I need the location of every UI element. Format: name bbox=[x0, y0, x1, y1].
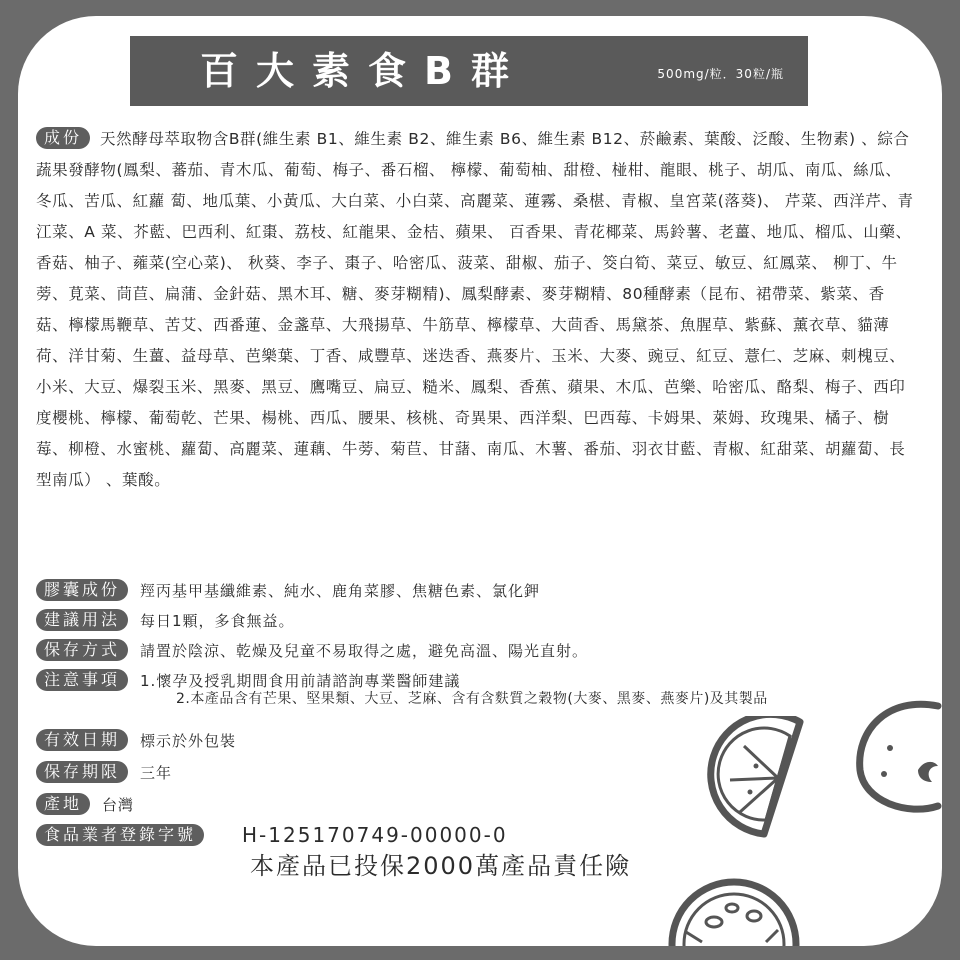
origin-label: 產地 bbox=[36, 793, 90, 815]
registration-label: 食品業者登錄字號 bbox=[36, 824, 204, 846]
label-card bbox=[18, 16, 942, 946]
registration-row bbox=[36, 823, 508, 847]
caution-allergen-note: 2.本產品含有芒果、堅果類、大豆、芝麻、含有含麩質之穀物(大麥、黑麥、燕麥片)及其製品 bbox=[176, 691, 768, 707]
storage-label: 保存方式 bbox=[36, 639, 128, 661]
product-spec: 500mg/粒．30粒/瓶 bbox=[657, 67, 784, 81]
shelf-life-row bbox=[36, 761, 172, 783]
storage-value: 請置於陰涼、乾燥及兒童不易取得之處，避免高溫、陽光直射。 bbox=[140, 641, 589, 660]
expiry-value: 標示於外包裝 bbox=[140, 731, 237, 750]
caution-value: 1.懷孕及授乳期間食用前請諮詢專業醫師建議 bbox=[140, 671, 461, 690]
storage-row bbox=[36, 639, 588, 661]
ingredients-label: 成份 bbox=[36, 127, 90, 149]
insurance-statement: 本產品已投保2000萬產品責任險 bbox=[250, 852, 632, 880]
strawberry-icon bbox=[848, 690, 942, 820]
caution-label: 注意事項 bbox=[36, 669, 128, 691]
ingredients-section bbox=[36, 124, 916, 496]
capsule-ingredients-label: 膠囊成份 bbox=[36, 579, 128, 601]
registration-number: H-125170749-00000-0 bbox=[242, 823, 508, 847]
capsule-ingredients-value: 羥丙基甲基纖維素、純水、鹿角菜膠、焦糖色素、氯化鉀 bbox=[140, 581, 541, 600]
product-title: 百大素食B群 bbox=[200, 49, 527, 93]
usage-label: 建議用法 bbox=[36, 609, 128, 631]
origin-row bbox=[36, 793, 134, 815]
expiry-row bbox=[36, 729, 236, 751]
lemon-slice-icon bbox=[704, 716, 808, 840]
ingredients-text: 天然酵母萃取物含B群(維生素 B1、維生素 B2、維生素 B6、維生素 B12、菸鹼素、葉酸、泛酸、生物素) 、綜合蔬果發酵物(鳳梨、蕃茄、青木瓜、葡萄、梅子、番石榴、 檸檬、葡萄柚、甜橙、椪柑、龍眼、桃子、胡瓜、南瓜、絲瓜、冬瓜、苦瓜、紅蘿 蔔、地瓜葉、小黃瓜、大白菜、小白菜、高麗菜、蓮霧、桑椹、青椒、皇宮菜(落葵)、 芹菜、西洋芹、青江菜、A 菜、芥藍、巴西利、紅棗、荔枝、紅龍果、金桔、蘋果、 百香果、青花椰菜、馬鈴薯、老薑、地瓜、榴瓜、山藥、香菇、柚子、蕹菜(空心菜)、 秋葵、李子、棗子、哈密瓜、菠菜、甜椒、茄子、筊白筍、菜豆、敏豆、紅鳳菜、 柳丁、牛蒡、莧菜、茼苣、扁蒲、金針菇、黑木耳、糖、麥芽糊精)、鳳梨酵素、麥芽糊精、80種酵素（昆布、裙帶菜、紫菜、香菇、檸檬馬鞭草、苦艾、西番蓮、金盞草、大飛揚草、牛筋草、檸檬草、大茴香、馬黛茶、魚腥草、紫蘇、薰衣草、貓薄荷、洋甘菊、生薑、益母草、芭樂葉、丁香、咸豐草、迷迭香、燕麥片、玉米、大麥、豌豆、紅豆、薏仁、芝麻、刺槐豆、小米、大豆、爆裂玉米、黑麥、黑豆、鷹嘴豆、扁豆、糙米、鳳梨、香蕉、蘋果、木瓜、芭樂、哈密瓜、酪梨、梅子、西印度櫻桃、檸檬、葡萄乾、芒果、楊桃、西瓜、腰果、核桃、奇異果、西洋梨、巴西莓、卡姆果、萊姆、玫瑰果、橘子、樹莓、柳橙、水蜜桃、蘿蔔、高麗菜、蓮藕、牛蒡、菊苣、甘藷、南瓜、木薯、番茄、羽衣甘藍、青椒、紅甜菜、胡蘿蔔、長型南瓜） 、葉酸。 bbox=[36, 130, 914, 489]
shelf-life-label: 保存期限 bbox=[36, 761, 128, 783]
title-bar bbox=[130, 36, 808, 106]
usage-row bbox=[36, 609, 295, 631]
origin-value: 台灣 bbox=[102, 795, 135, 814]
expiry-label: 有效日期 bbox=[36, 729, 128, 751]
usage-value: 每日1顆，多食無益。 bbox=[140, 611, 295, 630]
kiwi-slice-icon bbox=[666, 872, 802, 946]
capsule-ingredients-row bbox=[36, 579, 540, 601]
shelf-life-value: 三年 bbox=[140, 763, 173, 782]
